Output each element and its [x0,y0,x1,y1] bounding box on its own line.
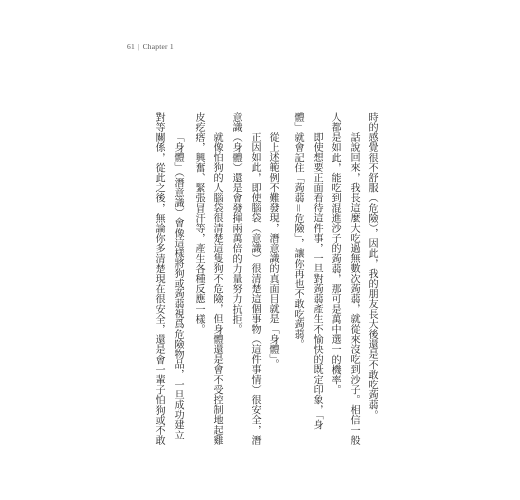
text-line: 體」就會記住「蒟蒻＝危險」，讓你再也不敢吃蒟蒻。 [292,112,303,350]
running-header [127,42,174,51]
page-number: 61 [127,42,135,51]
header-separator: | [137,42,140,51]
text-line: 話說回來，我長這麼大吃過無數次蒟蒻，就從來沒吃到沙子。相信一般 [348,132,359,446]
text-line: 對等關係，從此之後，無論你多清楚現在很安全，還是會一輩子怕狗或不敢 [153,112,164,446]
text-line: 就像怕狗的人腦袋很清楚這隻狗不危險，但身體還是會不受控制地起雞 [211,132,222,446]
text-line: 正因如此，即使腦袋（意識）很清楚這個事物（這件事情）很安全，潛 [249,132,260,446]
text-line: 「身體」（潛意識）會像這樣將狗或蒟蒻視爲危險物品，一旦成功建立 [172,132,183,441]
text-line: 人都是如此，能吃到混進沙子的蒟蒻，那可是萬中選一的機率。 [329,112,340,395]
chapter-label: Chapter 1 [142,42,174,51]
text-line: 皮疙瘩，興奮、緊張冒汗等，產生各種反應一樣。 [193,112,204,335]
text-line: 時的感覺很不舒服（危險），因此，我的朋友長大後還是不敢吃蒟蒻。 [366,112,377,421]
text-line: 從上述範例不難發現，潛意識的真面目就是「身體」。 [267,132,278,370]
text-line: 即使想要正面看待這件事，一旦對蒟蒻產生不愉快的既定印象，「身 [311,132,322,430]
text-line: 意識（身體）還是會發揮兩萬倍的力量努力抗拒。 [230,112,241,335]
